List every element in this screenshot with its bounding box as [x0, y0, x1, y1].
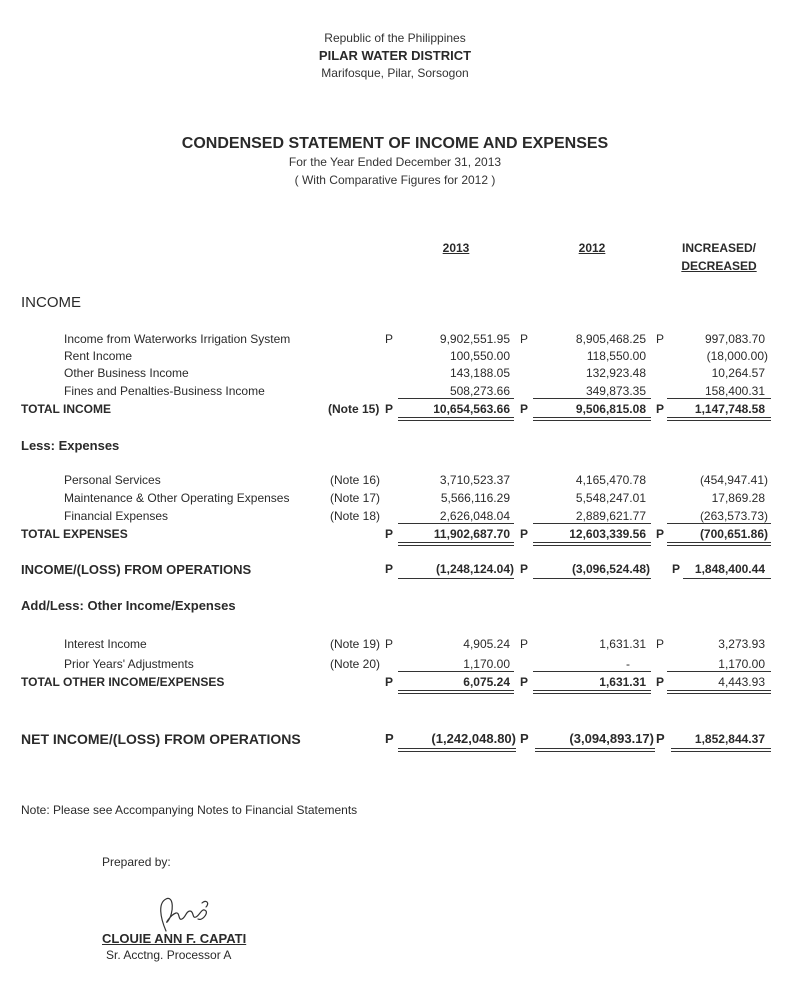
currency-mark: P — [656, 527, 665, 541]
signatory-name: CLOUIE ANN F. CAPATI — [102, 931, 247, 946]
currency-mark: P — [520, 731, 529, 746]
income-row-2013: 100,550.00 — [449, 349, 510, 363]
subtotal-rule — [533, 523, 651, 524]
total-income-note: (Note 15) — [328, 402, 380, 416]
income-row-2013: 143,188.05 — [449, 366, 510, 380]
subtotal-rule — [398, 671, 514, 672]
subtotal-rule — [533, 578, 651, 579]
total-income-2013: 10,654,563.66 — [433, 402, 510, 416]
total-double-rule — [671, 748, 771, 752]
income-row-2013: 508,273.66 — [449, 384, 510, 398]
currency-mark: P — [385, 731, 394, 746]
total-income-2012: 9,506,815.08 — [575, 402, 646, 416]
col-2013-header: 2013 — [442, 241, 470, 255]
subtotal-rule — [533, 398, 651, 399]
subtotal-rule — [667, 398, 771, 399]
col-diff-header-line1: INCREASED/ — [681, 241, 757, 255]
income-row-label: Other Business Income — [64, 366, 189, 380]
expense-row-note: (Note 16) — [330, 473, 381, 487]
ops-2013: (1,248,124.04) — [435, 562, 514, 576]
subtotal-rule — [398, 523, 514, 524]
other-row-note: (Note 20) — [330, 657, 381, 671]
statement-period: For the Year Ended December 31, 2013 — [288, 155, 502, 169]
ops-2012: (3,096,524.48) — [571, 562, 650, 576]
net-income-label: NET INCOME/(LOSS) FROM OPERATIONS — [21, 731, 301, 747]
currency-mark: P — [385, 527, 394, 541]
total-double-rule — [398, 748, 516, 752]
expense-row-note: (Note 18) — [330, 509, 381, 523]
total-income-diff: 1,147,748.58 — [694, 402, 765, 416]
income-row-label: Rent Income — [64, 349, 133, 363]
other-row-2013: 1,170.00 — [463, 657, 510, 671]
income-row-label: Income from Waterworks Irrigation System — [64, 332, 291, 346]
currency-mark: P — [520, 332, 529, 346]
currency-mark: P — [385, 675, 394, 689]
currency-mark: P — [656, 402, 665, 416]
total-double-rule — [398, 542, 514, 546]
currency-mark: P — [656, 675, 665, 689]
expense-row-2012: 4,165,470.78 — [575, 473, 646, 487]
total-double-rule — [667, 542, 771, 546]
signatory-position: Sr. Acctng. Processor A — [106, 948, 232, 962]
total-expenses-2012: 12,603,339.56 — [569, 527, 646, 541]
income-row-diff: (18,000.00) — [706, 349, 768, 363]
footnote: Note: Please see Accompanying Notes to Financial Statements — [21, 803, 358, 817]
expense-row-diff: 17,869.28 — [711, 491, 765, 505]
total-income-label: TOTAL INCOME — [21, 402, 111, 416]
total-expenses-diff: (700,651.86) — [699, 527, 768, 541]
currency-mark: P — [520, 527, 529, 541]
col-2012-header: 2012 — [578, 241, 606, 255]
currency-mark: P — [656, 332, 665, 346]
other-row-label: Prior Years' Adjustments — [64, 657, 194, 671]
currency-mark: P — [520, 675, 529, 689]
total-double-rule — [398, 690, 514, 694]
currency-mark: P — [672, 562, 681, 576]
expense-row-2012: 5,548,247.01 — [575, 491, 646, 505]
expense-row-label: Maintenance & Other Operating Expenses — [64, 491, 290, 505]
republic-line: Republic of the Philippines — [324, 31, 466, 45]
other-section-heading: Add/Less: Other Income/Expenses — [21, 598, 236, 613]
prepared-by-label: Prepared by: — [102, 855, 171, 869]
currency-mark: P — [656, 637, 665, 651]
currency-mark: P — [520, 402, 529, 416]
expense-row-2013: 3,710,523.37 — [439, 473, 510, 487]
total-other-diff: 4,443.93 — [718, 675, 765, 689]
total-other-2012: 1,631.31 — [599, 675, 646, 689]
expense-row-diff: (263,573.73) — [699, 509, 768, 523]
expense-row-2013: 5,566,116.29 — [440, 491, 510, 505]
subtotal-rule — [533, 671, 651, 672]
other-row-diff: 1,170.00 — [718, 657, 765, 671]
ops-diff: 1,848,400.44 — [694, 562, 765, 576]
income-row-2012: 8,905,468.25 — [575, 332, 646, 346]
total-double-rule — [667, 417, 771, 421]
total-double-rule — [535, 748, 655, 752]
income-row-2012: 118,550.00 — [586, 349, 646, 363]
total-double-rule — [667, 690, 771, 694]
col-diff-header-line2: DECREASED — [681, 259, 757, 273]
district-address: Marifosque, Pilar, Sorsogon — [321, 66, 469, 80]
income-row-diff: 10,264.57 — [711, 366, 765, 380]
net-income-2013: (1,242,048.80) — [431, 731, 516, 746]
subtotal-rule — [398, 578, 514, 579]
statement-title: CONDENSED STATEMENT OF INCOME AND EXPENSES — [181, 135, 609, 152]
income-row-2012: 349,873.35 — [585, 384, 646, 398]
currency-mark: P — [385, 332, 394, 346]
other-row-2012: 1,631.31 — [599, 637, 646, 651]
income-row-2012: 132,923.48 — [585, 366, 646, 380]
currency-mark: P — [520, 562, 529, 576]
district-name: PILAR WATER DISTRICT — [318, 48, 472, 63]
net-income-diff: 1,852,844.37 — [694, 732, 765, 746]
expenses-section-heading: Less: Expenses — [21, 438, 120, 453]
total-double-rule — [533, 690, 651, 694]
statement-comparative: ( With Comparative Figures for 2012 ) — [294, 173, 496, 187]
total-other-2013: 6,075.24 — [463, 675, 510, 689]
net-income-2012: (3,094,893.17) — [569, 731, 654, 746]
currency-mark: P — [385, 562, 394, 576]
income-row-label: Fines and Penalties-Business Income — [64, 384, 265, 398]
ops-label: INCOME/(LOSS) FROM OPERATIONS — [21, 562, 252, 577]
income-section-heading: INCOME — [21, 294, 81, 311]
other-row-diff: 3,273.93 — [718, 637, 765, 651]
total-double-rule — [533, 542, 651, 546]
expense-row-label: Personal Services — [64, 473, 161, 487]
currency-mark: P — [385, 637, 394, 651]
total-double-rule — [398, 417, 514, 421]
subtotal-rule — [398, 398, 514, 399]
income-row-2013: 9,902,551.95 — [439, 332, 510, 346]
total-expenses-label: TOTAL EXPENSES — [21, 527, 128, 541]
expense-row-2012: 2,889,621.77 — [575, 509, 646, 523]
total-other-label: TOTAL OTHER INCOME/EXPENSES — [21, 675, 225, 689]
income-row-diff: 997,083.70 — [704, 332, 765, 346]
subtotal-rule — [667, 523, 771, 524]
total-expenses-2013: 11,902,687.70 — [433, 527, 510, 541]
expense-row-note: (Note 17) — [330, 491, 381, 505]
total-double-rule — [533, 417, 651, 421]
other-row-2012: - — [626, 657, 630, 671]
expense-row-diff: (454,947.41) — [699, 473, 768, 487]
expense-row-2013: 2,626,048.04 — [439, 509, 510, 523]
currency-mark: P — [385, 402, 394, 416]
other-row-2013: 4,905.24 — [463, 637, 510, 651]
income-row-diff: 158,400.31 — [704, 384, 765, 398]
other-row-label: Interest Income — [64, 637, 147, 651]
expense-row-label: Financial Expenses — [64, 509, 169, 523]
currency-mark: P — [656, 731, 665, 746]
subtotal-rule — [667, 671, 771, 672]
subtotal-rule — [683, 578, 771, 579]
other-row-note: (Note 19) — [330, 637, 381, 651]
currency-mark: P — [520, 637, 529, 651]
